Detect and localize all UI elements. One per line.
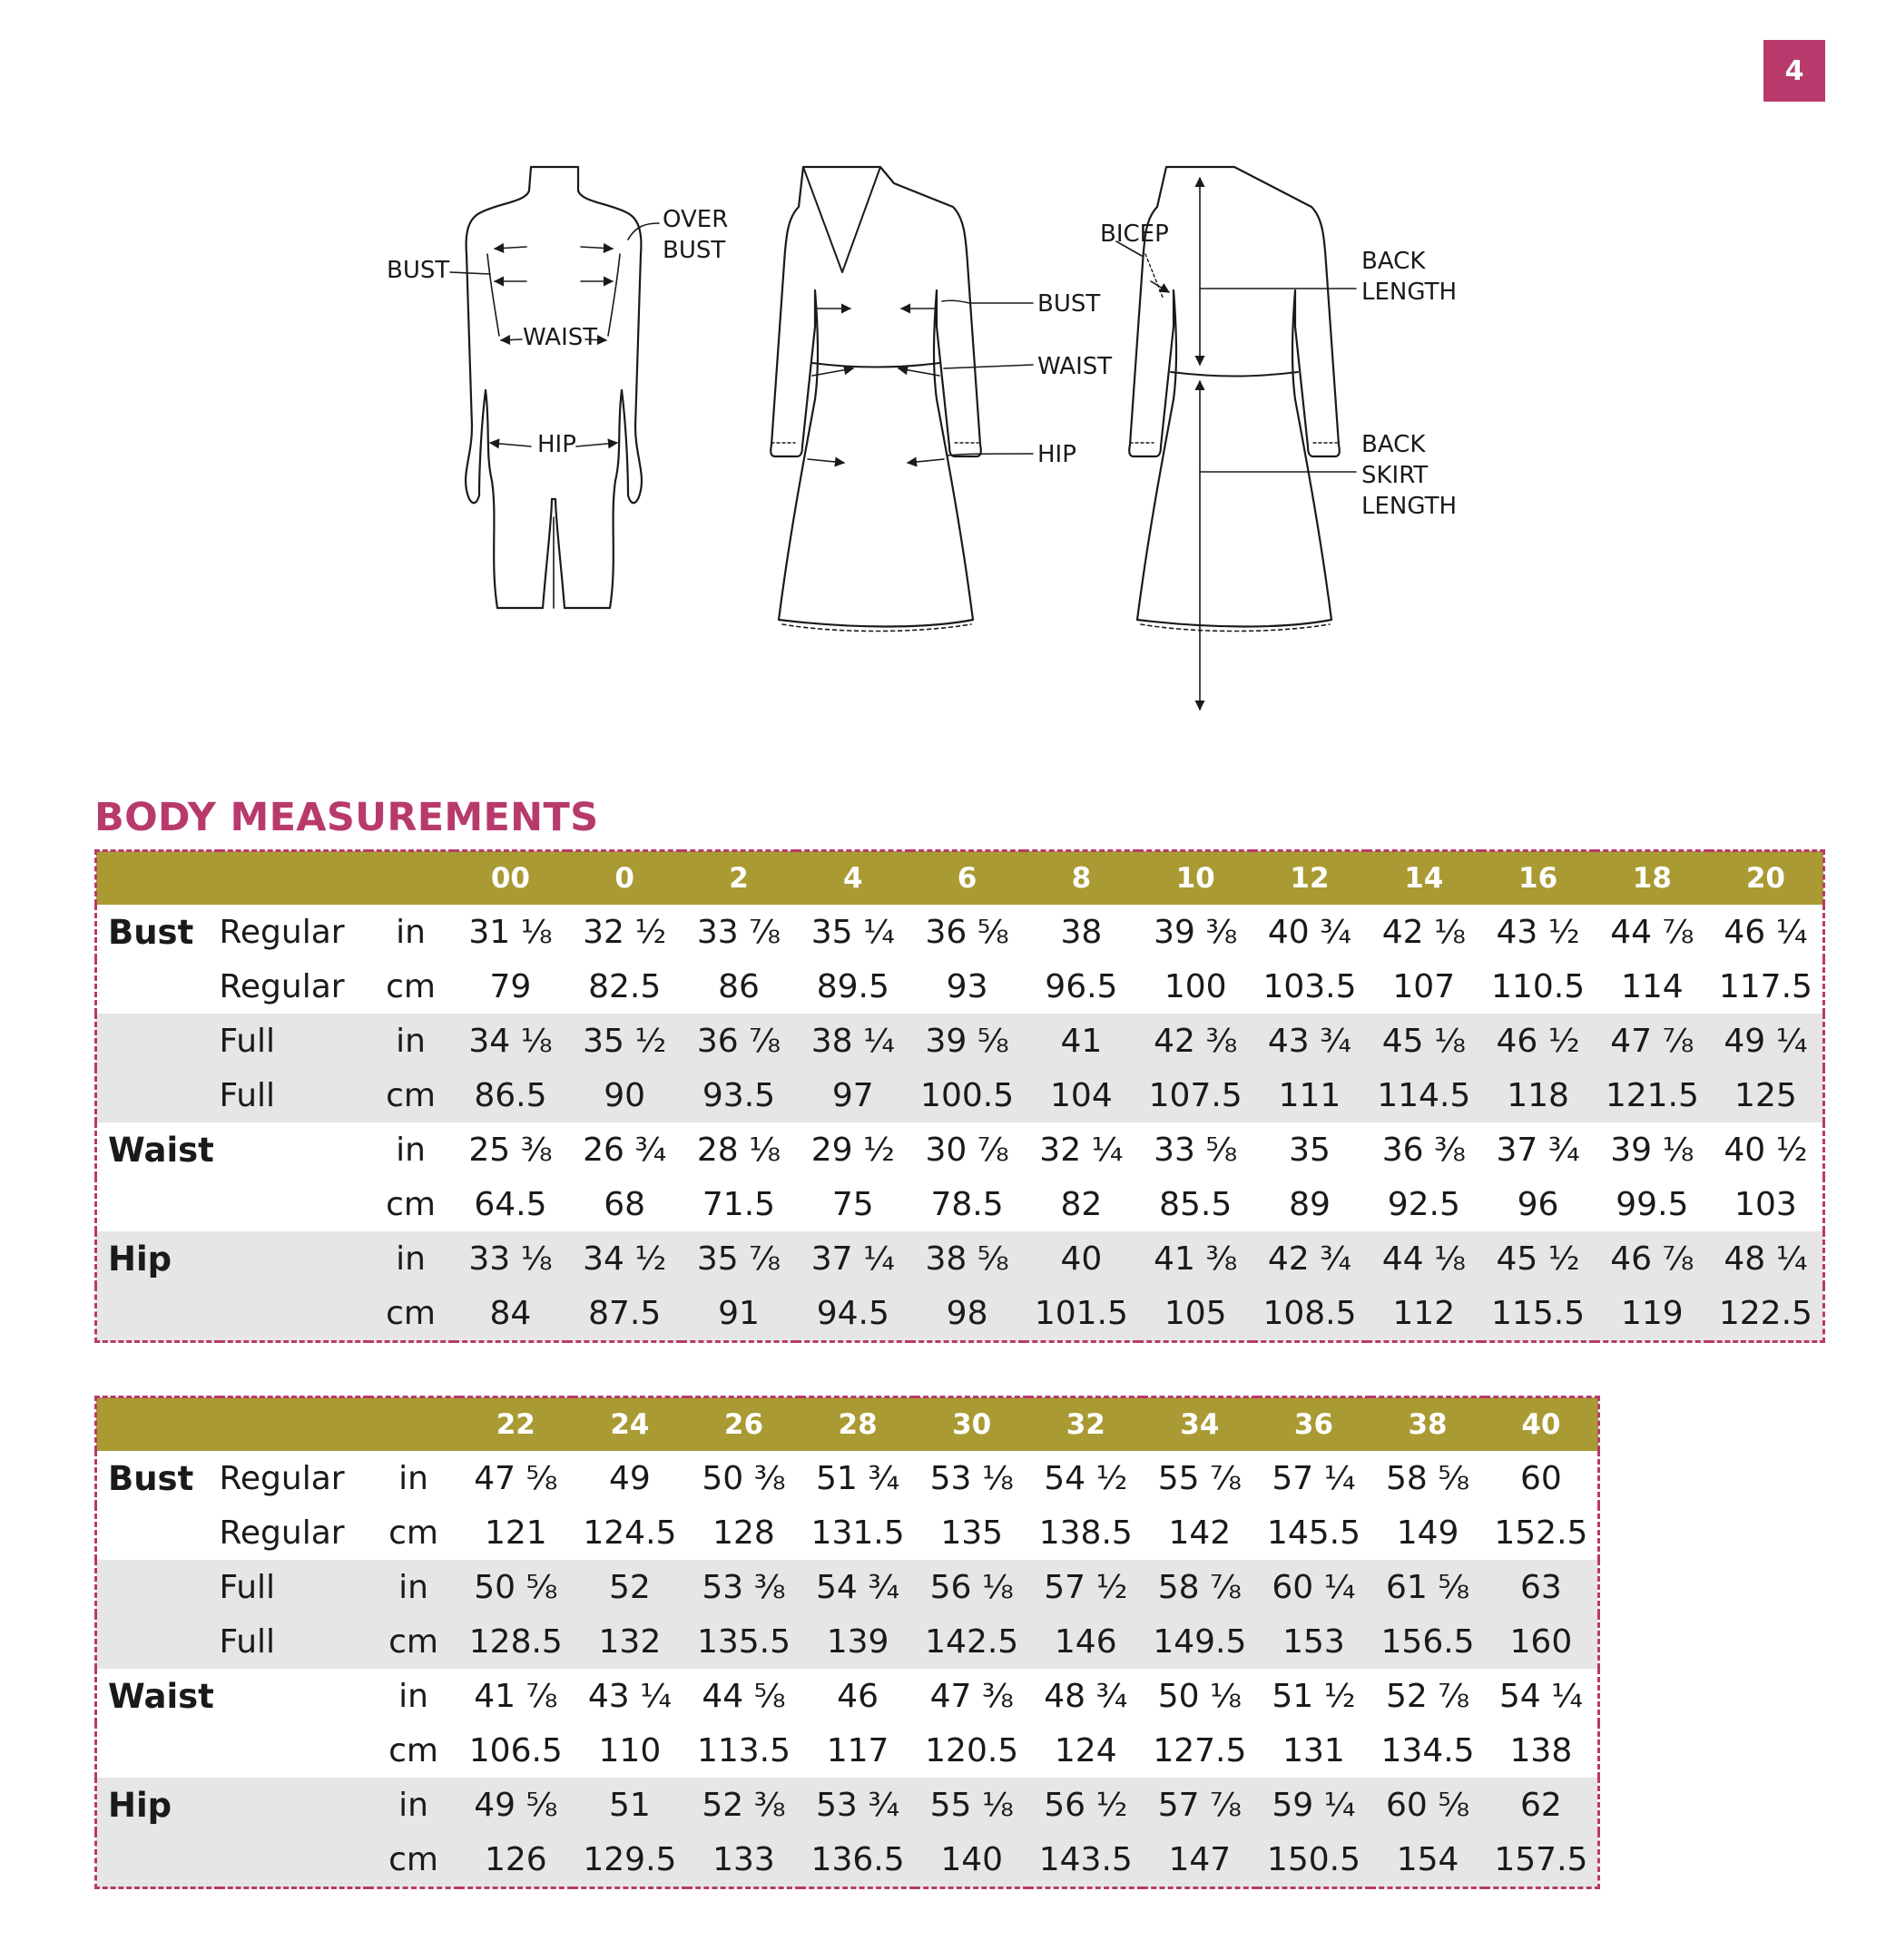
- measurement-value-cell: 39 ⅛: [1610, 1131, 1694, 1169]
- measurement-value-cell: 25 ⅜: [468, 1131, 553, 1169]
- measurement-value-cell: 64.5: [474, 1185, 547, 1223]
- size-header-cell: 8: [1024, 851, 1138, 906]
- measurement-value-cell: 87.5: [567, 1286, 682, 1342]
- unit-label: in: [368, 1778, 459, 1832]
- measurement-value-cell: 37 ¼: [796, 1231, 910, 1286]
- table-row: [96, 1014, 1824, 1068]
- measurement-value-cell: 157.5: [1485, 1832, 1599, 1888]
- header-blank-cell: [368, 1397, 459, 1452]
- measurement-value-cell: 33 ⅛: [454, 1231, 568, 1286]
- fit-type-label: [220, 1286, 368, 1342]
- measurement-value-cell: 50 ⅛: [1157, 1677, 1242, 1715]
- measurement-value-cell: 28 ⅛: [696, 1131, 781, 1169]
- measure-label: Waist: [108, 1676, 214, 1716]
- measure-label: [96, 1068, 220, 1122]
- size-header-row: [96, 851, 1824, 906]
- measurement-value-cell: 118: [1481, 1068, 1596, 1122]
- measurement-value-cell: 112: [1367, 1286, 1481, 1342]
- measurement-value-cell: 36 ⅝: [925, 913, 1009, 951]
- measurement-value-cell: 32 ½: [583, 913, 667, 951]
- measurement-value-cell: 47 ⅝: [474, 1459, 558, 1497]
- label-bicep: BICEP: [1100, 220, 1169, 248]
- measurement-value-cell: 121: [484, 1514, 547, 1552]
- unit-label: cm: [386, 1185, 436, 1223]
- size-header-cell: 28: [801, 1397, 915, 1452]
- measurement-value-cell: 75: [831, 1185, 874, 1223]
- measurement-value-cell: 149.5: [1143, 1614, 1257, 1669]
- measurement-value-cell: 29 ½: [810, 1131, 895, 1169]
- measurement-value-cell: 53 ⅜: [687, 1560, 801, 1614]
- fit-type-label: [220, 1778, 368, 1832]
- measurement-value-cell: 133: [687, 1832, 801, 1888]
- measurement-value-cell: 105: [1138, 1286, 1252, 1342]
- measurement-value-cell: 34 ⅛: [454, 1014, 568, 1068]
- measurement-value-cell: 82.5: [588, 967, 662, 1005]
- measurement-value-cell: 98: [910, 1286, 1025, 1342]
- section-title: BODY MEASUREMENTS: [94, 795, 599, 840]
- header-blank-cell: [96, 851, 220, 906]
- measurement-value-cell: 46 ⅞: [1595, 1231, 1709, 1286]
- measurement-value-cell: 121.5: [1595, 1068, 1709, 1122]
- size-header-cell: 2: [682, 851, 796, 906]
- measurement-value-cell: 57 ⅞: [1143, 1778, 1257, 1832]
- measurement-value-cell: 119: [1595, 1286, 1709, 1342]
- measurement-value-cell: 142: [1168, 1514, 1232, 1552]
- fit-type-label: Full: [220, 1614, 368, 1669]
- size-header-cell: 24: [573, 1397, 687, 1452]
- measure-label: [96, 959, 220, 1014]
- label-front-hip: HIP: [1037, 441, 1076, 468]
- measurement-value-cell: 56 ⅛: [915, 1560, 1029, 1614]
- measure-label: Hip: [96, 1778, 220, 1832]
- table-row: [96, 1614, 1599, 1669]
- measurement-value-cell: 38 ⅝: [910, 1231, 1025, 1286]
- measurement-value-cell: 96: [1517, 1185, 1559, 1223]
- dress-back-figure: [1116, 167, 1356, 710]
- measurement-value-cell: 33 ⅝: [1154, 1131, 1238, 1169]
- measurement-value-cell: 41: [1024, 1014, 1138, 1068]
- fit-type-label: Regular: [219, 1514, 345, 1552]
- measurement-value-cell: 122.5: [1709, 1286, 1823, 1342]
- measure-label: [96, 1832, 220, 1888]
- measurement-value-cell: 40: [1024, 1231, 1138, 1286]
- measurement-value-cell: 110.5: [1491, 967, 1586, 1005]
- table-row: [96, 1231, 1824, 1286]
- unit-label: cm: [386, 967, 436, 1005]
- measurement-value-cell: 52 ⅜: [687, 1778, 801, 1832]
- measurement-value-cell: 143.5: [1028, 1832, 1143, 1888]
- measurement-value-cell: 41 ⅜: [1138, 1231, 1252, 1286]
- measurement-table-sizes-22-40: [94, 1396, 1600, 1889]
- table-row: [96, 1723, 1599, 1778]
- measurement-value-cell: 114.5: [1367, 1068, 1481, 1122]
- measure-label: Bust: [108, 912, 194, 952]
- measurement-value-cell: 56 ½: [1028, 1778, 1143, 1832]
- size-header-cell: 0: [567, 851, 682, 906]
- size-header-cell: 6: [910, 851, 1025, 906]
- size-header-cell: 14: [1367, 851, 1481, 906]
- measure-label: [96, 1560, 220, 1614]
- measurement-value-cell: 84: [454, 1286, 568, 1342]
- measurement-value-cell: 131: [1282, 1731, 1345, 1769]
- measurement-value-cell: 89: [1289, 1185, 1331, 1223]
- measurement-value-cell: 124: [1054, 1731, 1117, 1769]
- unit-label: cm: [368, 1068, 454, 1122]
- measurement-value-cell: 52: [573, 1560, 687, 1614]
- measurement-value-cell: 38: [1060, 913, 1103, 951]
- size-header-cell: 32: [1028, 1397, 1143, 1452]
- measurement-value-cell: 115.5: [1481, 1286, 1596, 1342]
- label-back-length: LENGTH: [1361, 279, 1458, 306]
- measurement-value-cell: 60 ⅝: [1370, 1778, 1485, 1832]
- table-row: [96, 1832, 1599, 1888]
- measurement-value-cell: 55 ⅛: [915, 1778, 1029, 1832]
- measure-label: [96, 1286, 220, 1342]
- table-row: [96, 905, 1824, 959]
- measurement-value-cell: 47 ⅜: [929, 1677, 1014, 1715]
- measurement-value-cell: 46: [837, 1677, 879, 1715]
- measurement-value-cell: 52 ⅞: [1385, 1677, 1470, 1715]
- label-hip: HIP: [537, 431, 576, 458]
- measurement-value-cell: 113.5: [696, 1731, 791, 1769]
- unit-label: in: [368, 1014, 454, 1068]
- measurement-value-cell: 43 ¾: [1252, 1014, 1367, 1068]
- fit-type-label: [220, 1669, 368, 1723]
- page-number-badge: 4: [1763, 40, 1825, 102]
- size-header-row: [96, 1397, 1599, 1452]
- measurement-value-cell: 100: [1164, 967, 1227, 1005]
- label-bust: BUST: [387, 257, 450, 284]
- measurement-value-cell: 79: [489, 967, 532, 1005]
- measurement-value-cell: 53 ⅛: [929, 1459, 1014, 1497]
- measurement-value-cell: 120.5: [925, 1731, 1019, 1769]
- measurement-value-cell: 82: [1060, 1185, 1103, 1223]
- unit-label: cm: [368, 1286, 454, 1342]
- size-header-cell: 26: [687, 1397, 801, 1452]
- measurement-value-cell: 42 ⅜: [1138, 1014, 1252, 1068]
- measurement-value-cell: 57 ¼: [1272, 1459, 1356, 1497]
- table-row: [96, 1177, 1824, 1231]
- unit-label: in: [398, 1459, 428, 1497]
- measurement-value-cell: 117.5: [1718, 967, 1812, 1005]
- measurement-value-cell: 36 ⅞: [682, 1014, 796, 1068]
- size-header-cell: 16: [1481, 851, 1596, 906]
- table-row: [96, 1068, 1824, 1122]
- measurement-value-cell: 128: [712, 1514, 775, 1552]
- size-header-cell: 18: [1595, 851, 1709, 906]
- fit-type-label: [220, 1723, 368, 1778]
- measurement-value-cell: 57 ½: [1028, 1560, 1143, 1614]
- measurement-value-cell: 103: [1734, 1185, 1797, 1223]
- size-header-cell: 22: [459, 1397, 574, 1452]
- measurement-value-cell: 138: [1509, 1731, 1573, 1769]
- measurement-value-cell: 138.5: [1038, 1514, 1133, 1552]
- measurement-value-cell: 43 ½: [1496, 913, 1580, 951]
- measurement-value-cell: 146: [1028, 1614, 1143, 1669]
- measurement-value-cell: 92.5: [1387, 1185, 1460, 1223]
- size-header-cell: 30: [915, 1397, 1029, 1452]
- measurement-value-cell: 126: [459, 1832, 574, 1888]
- measurement-value-cell: 147: [1143, 1832, 1257, 1888]
- measurement-value-cell: 37 ¾: [1496, 1131, 1580, 1169]
- unit-label: cm: [388, 1731, 438, 1769]
- measurement-value-cell: 125: [1709, 1068, 1823, 1122]
- measurement-value-cell: 30 ⅞: [925, 1131, 1009, 1169]
- measurement-value-cell: 54 ¼: [1498, 1677, 1583, 1715]
- table-row: [96, 1560, 1599, 1614]
- measure-label: Waist: [108, 1130, 214, 1170]
- measurement-value-cell: 39 ⅝: [910, 1014, 1025, 1068]
- measurement-value-cell: 46 ½: [1481, 1014, 1596, 1068]
- measurement-value-cell: 107.5: [1138, 1068, 1252, 1122]
- measurement-value-cell: 59 ¼: [1257, 1778, 1371, 1832]
- header-blank-cell: [220, 851, 368, 906]
- measurement-value-cell: 97: [796, 1068, 910, 1122]
- measurement-value-cell: 51 ¾: [816, 1459, 900, 1497]
- measurement-value-cell: 107: [1392, 967, 1456, 1005]
- size-header-cell: 34: [1143, 1397, 1257, 1452]
- measurement-value-cell: 153: [1257, 1614, 1371, 1669]
- measurement-value-cell: 129.5: [573, 1832, 687, 1888]
- size-header-cell: 10: [1138, 851, 1252, 906]
- measurement-value-cell: 150.5: [1257, 1832, 1371, 1888]
- measurement-value-cell: 149: [1396, 1514, 1459, 1552]
- table-row: [96, 1669, 1599, 1723]
- measurement-value-cell: 58 ⅝: [1385, 1459, 1470, 1497]
- measurement-value-cell: 124.5: [583, 1514, 677, 1552]
- fit-type-label: Full: [220, 1068, 368, 1122]
- measurement-value-cell: 48 ¼: [1709, 1231, 1823, 1286]
- measurement-value-cell: 111: [1252, 1068, 1367, 1122]
- label-over-bust: BUST: [663, 237, 726, 264]
- label-over: OVER: [663, 206, 729, 233]
- size-header-cell: 40: [1485, 1397, 1599, 1452]
- measurement-value-cell: 136.5: [801, 1832, 915, 1888]
- measurement-value-cell: 40 ½: [1724, 1131, 1808, 1169]
- measurement-value-cell: 114: [1621, 967, 1684, 1005]
- measurement-value-cell: 110: [598, 1731, 662, 1769]
- measurement-value-cell: 134.5: [1380, 1731, 1475, 1769]
- measurement-value-cell: 135: [940, 1514, 1004, 1552]
- measurement-table-sizes-00-20: [94, 849, 1825, 1343]
- measurement-value-cell: 26 ¾: [583, 1131, 667, 1169]
- fit-type-label: Regular: [219, 1459, 345, 1497]
- header-blank-cell: [96, 1397, 220, 1452]
- measurement-value-cell: 89.5: [816, 967, 889, 1005]
- measurement-value-cell: 160: [1485, 1614, 1599, 1669]
- measurement-value-cell: 127.5: [1153, 1731, 1247, 1769]
- measurement-diagrams: [363, 154, 1543, 744]
- measurement-value-cell: 36 ⅜: [1381, 1131, 1466, 1169]
- label-skirt-length: LENGTH: [1361, 493, 1458, 520]
- table-row: [96, 1505, 1599, 1560]
- measure-label: Hip: [96, 1231, 220, 1286]
- measurement-value-cell: 60: [1519, 1459, 1562, 1497]
- fit-type-label: Full: [220, 1014, 368, 1068]
- measurement-value-cell: 91: [682, 1286, 796, 1342]
- measurement-value-cell: 42 ⅛: [1381, 913, 1466, 951]
- measurement-value-cell: 35 ½: [567, 1014, 682, 1068]
- measurement-value-cell: 131.5: [810, 1514, 905, 1552]
- measurement-value-cell: 51 ½: [1272, 1677, 1356, 1715]
- measurement-value-cell: 93.5: [682, 1068, 796, 1122]
- measurement-value-cell: 99.5: [1616, 1185, 1689, 1223]
- measurement-value-cell: 33 ⅞: [696, 913, 781, 951]
- measurement-value-cell: 50 ⅜: [702, 1459, 786, 1497]
- label-skirt: SKIRT: [1361, 462, 1429, 489]
- table-row: [96, 1122, 1824, 1177]
- unit-label: in: [396, 1131, 426, 1169]
- measurement-value-cell: 45 ⅛: [1367, 1014, 1481, 1068]
- measurement-value-cell: 40 ¾: [1267, 913, 1352, 951]
- measurement-value-cell: 142.5: [915, 1614, 1029, 1669]
- measurement-value-cell: 152.5: [1494, 1514, 1588, 1552]
- measurement-value-cell: 54 ¾: [801, 1560, 915, 1614]
- measurement-value-cell: 49 ¼: [1709, 1014, 1823, 1068]
- size-header-cell: 20: [1709, 851, 1823, 906]
- measurement-value-cell: 104: [1024, 1068, 1138, 1122]
- measurement-value-cell: 42 ¾: [1252, 1231, 1367, 1286]
- body-form-figure: [450, 167, 659, 608]
- size-header-cell: 00: [454, 851, 568, 906]
- unit-label: in: [398, 1677, 428, 1715]
- measure-label: [96, 1614, 220, 1669]
- label-front-bust: BUST: [1037, 290, 1101, 318]
- measurement-value-cell: 48 ¾: [1044, 1677, 1128, 1715]
- size-header-cell: 4: [796, 851, 910, 906]
- measurement-value-cell: 49: [608, 1459, 651, 1497]
- measurement-value-cell: 35: [1289, 1131, 1331, 1169]
- measurement-value-cell: 117: [826, 1731, 889, 1769]
- table-row: [96, 1451, 1599, 1505]
- measurement-value-cell: 47 ⅞: [1595, 1014, 1709, 1068]
- measurement-value-cell: 139: [801, 1614, 915, 1669]
- fit-type-label: Regular: [219, 913, 345, 951]
- header-blank-cell: [368, 851, 454, 906]
- measure-label: [96, 1177, 220, 1231]
- fit-type-label: Full: [220, 1560, 368, 1614]
- measurement-value-cell: 62: [1485, 1778, 1599, 1832]
- unit-label: cm: [368, 1614, 459, 1669]
- measurement-value-cell: 44 ⅝: [702, 1677, 786, 1715]
- unit-label: cm: [388, 1514, 438, 1552]
- measurement-value-cell: 50 ⅝: [459, 1560, 574, 1614]
- fit-type-label: [220, 1122, 368, 1177]
- dress-front-figure: [771, 167, 1033, 632]
- measurement-value-cell: 93: [946, 967, 988, 1005]
- measurement-value-cell: 68: [604, 1185, 646, 1223]
- table-row: [96, 959, 1824, 1014]
- measurement-value-cell: 63: [1485, 1560, 1599, 1614]
- measurement-value-cell: 85.5: [1159, 1185, 1233, 1223]
- measurement-value-cell: 51: [573, 1778, 687, 1832]
- fit-type-label: [220, 1177, 368, 1231]
- unit-label: in: [396, 913, 426, 951]
- measurement-value-cell: 90: [567, 1068, 682, 1122]
- measurement-value-cell: 41 ⅞: [474, 1677, 558, 1715]
- fit-type-label: [220, 1231, 368, 1286]
- measurement-value-cell: 86.5: [454, 1068, 568, 1122]
- label-back-2: BACK: [1361, 431, 1426, 458]
- measurement-value-cell: 38 ¼: [796, 1014, 910, 1068]
- measurement-value-cell: 132: [573, 1614, 687, 1669]
- measurement-value-cell: 44 ⅞: [1610, 913, 1694, 951]
- measurement-value-cell: 135.5: [687, 1614, 801, 1669]
- table-row: [96, 1778, 1599, 1832]
- measurement-value-cell: 128.5: [459, 1614, 574, 1669]
- measurement-value-cell: 108.5: [1252, 1286, 1367, 1342]
- label-waist: WAIST: [523, 324, 598, 351]
- measurement-value-cell: 154: [1370, 1832, 1485, 1888]
- fit-type-label: [220, 1832, 368, 1888]
- measurement-value-cell: 45 ½: [1481, 1231, 1596, 1286]
- measurement-value-cell: 103.5: [1262, 967, 1357, 1005]
- label-back: BACK: [1361, 248, 1426, 275]
- measurement-value-cell: 106.5: [468, 1731, 563, 1769]
- measurement-value-cell: 53 ¾: [801, 1778, 915, 1832]
- measurement-value-cell: 145.5: [1266, 1514, 1360, 1552]
- measure-label: Bust: [108, 1458, 194, 1498]
- measurement-value-cell: 100.5: [910, 1068, 1025, 1122]
- measurement-value-cell: 96.5: [1045, 967, 1118, 1005]
- measurement-value-cell: 55 ⅞: [1157, 1459, 1242, 1497]
- measure-label: [96, 1505, 220, 1560]
- measurement-value-cell: 31 ⅛: [468, 913, 553, 951]
- measurement-value-cell: 86: [718, 967, 760, 1005]
- measure-label: [96, 1014, 220, 1068]
- measurement-value-cell: 35 ⅞: [682, 1231, 796, 1286]
- size-header-cell: 38: [1370, 1397, 1485, 1452]
- garment-illustrations: [363, 154, 1543, 744]
- unit-label: in: [368, 1560, 459, 1614]
- fit-type-label: Regular: [219, 967, 345, 1005]
- measurement-value-cell: 60 ¼: [1257, 1560, 1371, 1614]
- size-header-cell: 12: [1252, 851, 1367, 906]
- measurement-value-cell: 61 ⅝: [1370, 1560, 1485, 1614]
- measurement-value-cell: 39 ⅜: [1154, 913, 1238, 951]
- size-header-cell: 36: [1257, 1397, 1371, 1452]
- unit-label: cm: [368, 1832, 459, 1888]
- measurement-value-cell: 58 ⅞: [1143, 1560, 1257, 1614]
- measurement-value-cell: 101.5: [1024, 1286, 1138, 1342]
- measurement-value-cell: 49 ⅝: [459, 1778, 574, 1832]
- measurement-value-cell: 35 ¼: [810, 913, 895, 951]
- measurement-value-cell: 43 ¼: [587, 1677, 672, 1715]
- measurement-value-cell: 71.5: [702, 1185, 776, 1223]
- measurement-value-cell: 46 ¼: [1724, 913, 1808, 951]
- measurement-value-cell: 44 ⅛: [1367, 1231, 1481, 1286]
- label-front-waist: WAIST: [1037, 353, 1113, 380]
- measurement-value-cell: 78.5: [930, 1185, 1004, 1223]
- measure-label: [96, 1723, 220, 1778]
- measurement-value-cell: 156.5: [1370, 1614, 1485, 1669]
- measurement-value-cell: 54 ½: [1044, 1459, 1128, 1497]
- header-blank-cell: [220, 1397, 368, 1452]
- table-row: [96, 1286, 1824, 1342]
- measurement-value-cell: 140: [915, 1832, 1029, 1888]
- measurement-value-cell: 32 ¼: [1039, 1131, 1124, 1169]
- unit-label: in: [368, 1231, 454, 1286]
- measurement-value-cell: 94.5: [796, 1286, 910, 1342]
- measurement-value-cell: 34 ½: [567, 1231, 682, 1286]
